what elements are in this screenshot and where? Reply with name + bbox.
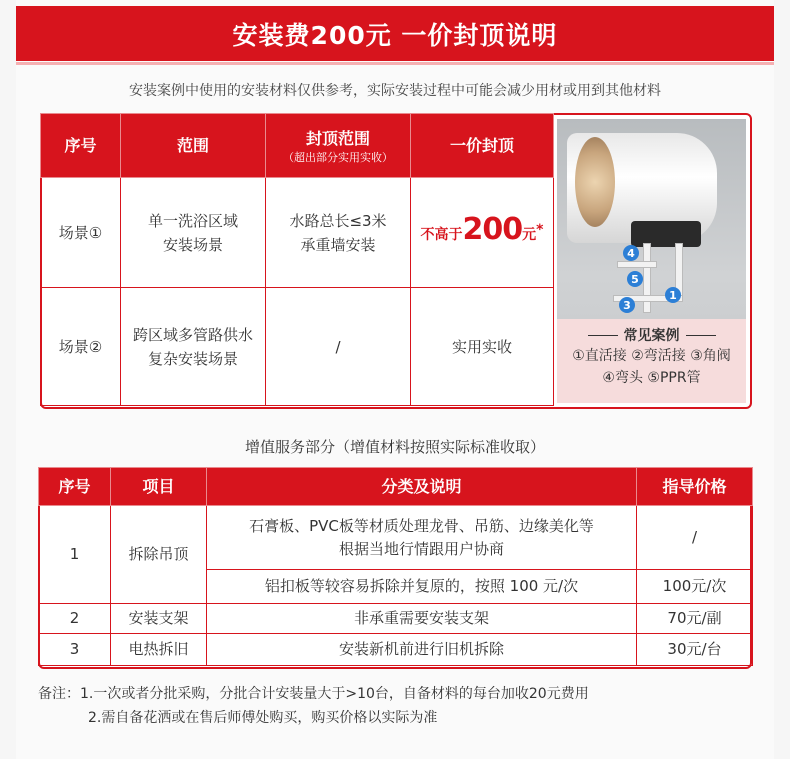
scene2-price: 实用实收 bbox=[411, 288, 554, 406]
footnote-1: 备注：1.一次或者分批采购，分批合计安装量大于>10台，自备材料的每台加收20元费用 bbox=[38, 686, 589, 702]
price-prefix: 不高于 bbox=[420, 227, 463, 243]
fitting-badge-3: 3 bbox=[619, 297, 635, 313]
row1-desc-b: 铝扣板等较容易拆除并复原的，按照 100 元/次 bbox=[207, 570, 637, 604]
scene2-cap: / bbox=[266, 288, 411, 406]
scene1-price bbox=[411, 178, 554, 288]
row2-desc: 非承重需要安装支架 bbox=[207, 604, 637, 634]
footnotes bbox=[38, 682, 589, 730]
scene1-price-value bbox=[420, 212, 544, 247]
row2-price: 70元/副 bbox=[637, 604, 753, 634]
row2-item: 安装支架 bbox=[111, 604, 207, 634]
col-header-guide-price: 指导价格 bbox=[637, 468, 753, 506]
page-title-text: 安装费200元 一价封顶说明 bbox=[232, 20, 558, 50]
heater-control-panel bbox=[631, 221, 701, 247]
col-header-scope: 范围 bbox=[121, 114, 266, 178]
pipe-left bbox=[643, 243, 651, 313]
scene1-cap-line1: 水路总长≤3米 bbox=[289, 211, 387, 230]
footnote-2: 2.需自备花洒或在售后师傅处购买，购买价格以实际为准 bbox=[88, 710, 438, 726]
price-amount: 200 bbox=[462, 212, 523, 247]
row3-price: 30元/台 bbox=[637, 634, 753, 666]
row1-price-b: 100元/次 bbox=[637, 570, 753, 604]
pricing-table bbox=[40, 113, 554, 406]
page-title bbox=[16, 6, 774, 61]
cap-scope-note: （超出部分实用实收） bbox=[283, 150, 393, 164]
row1-desc-a bbox=[207, 506, 637, 570]
heater-end-cap bbox=[575, 137, 615, 227]
price-asterisk: * bbox=[536, 222, 544, 238]
row2-index: 2 bbox=[39, 604, 111, 634]
col-header-desc: 分类及说明 bbox=[207, 468, 637, 506]
col-header-index: 序号 bbox=[41, 114, 121, 178]
row3-item: 电热拆旧 bbox=[111, 634, 207, 666]
scene1-cap bbox=[266, 178, 411, 288]
common-cases-heading bbox=[557, 325, 746, 345]
divider bbox=[588, 335, 618, 336]
installation-photo bbox=[557, 119, 746, 403]
fitting-badge-5: 5 bbox=[627, 271, 643, 287]
scene1-scope bbox=[121, 178, 266, 288]
scene1-scope-line1: 单一洗浴区域 bbox=[147, 211, 238, 230]
materials-notice: 安装案例中使用的安装材料仅供参考，实际安装过程中可能会减少用材或用到其他材料 bbox=[129, 83, 661, 99]
col-header-cap-scope bbox=[266, 114, 411, 178]
scene1-cap-line2: 承重墙安装 bbox=[300, 235, 376, 254]
water-heater-illustration bbox=[567, 133, 717, 243]
scene2-index: 场景② bbox=[41, 288, 121, 406]
row1-desc-a-line1: 石膏板、PVC板等材质处理龙骨、吊筋、边缘美化等 bbox=[249, 516, 594, 535]
scene2-scope bbox=[121, 288, 266, 406]
row3-desc: 安装新机前进行旧机拆除 bbox=[207, 634, 637, 666]
fitting-badge-1: 1 bbox=[665, 287, 681, 303]
cap-scope-label: 封顶范围 bbox=[305, 128, 370, 148]
common-cases-title: 常见案例 bbox=[623, 328, 680, 344]
row1-desc-a-line2: 根据当地行情跟用户协商 bbox=[338, 539, 504, 558]
fitting-badge-4: 4 bbox=[623, 245, 639, 261]
row1-item: 拆除吊顶 bbox=[111, 506, 207, 604]
col-header-index: 序号 bbox=[39, 468, 111, 506]
services-table bbox=[38, 467, 753, 666]
price-unit: 元 bbox=[522, 227, 537, 243]
pipe-horizontal bbox=[617, 261, 657, 268]
common-cases-box bbox=[557, 319, 746, 403]
row1-price-a: / bbox=[637, 506, 753, 570]
divider bbox=[686, 335, 716, 336]
value-added-subtitle: 增值服务部分（增值材料按照实际标准收取） bbox=[244, 438, 545, 456]
col-header-price: 一价封顶 bbox=[411, 114, 554, 178]
common-cases-line2: ④弯头 ⑤PPR管 bbox=[602, 370, 701, 386]
row3-index: 3 bbox=[39, 634, 111, 666]
scene2-scope-line1: 跨区域多管路供水 bbox=[132, 325, 253, 344]
scene2-scope-line2: 复杂安装场景 bbox=[147, 349, 238, 368]
common-cases-line1: ①直活接 ②弯活接 ③角阀 bbox=[572, 348, 731, 364]
row1-index: 1 bbox=[39, 506, 111, 604]
scene1-index: 场景① bbox=[41, 178, 121, 288]
scene1-scope-line2: 安装场景 bbox=[162, 235, 223, 254]
col-header-item: 项目 bbox=[111, 468, 207, 506]
